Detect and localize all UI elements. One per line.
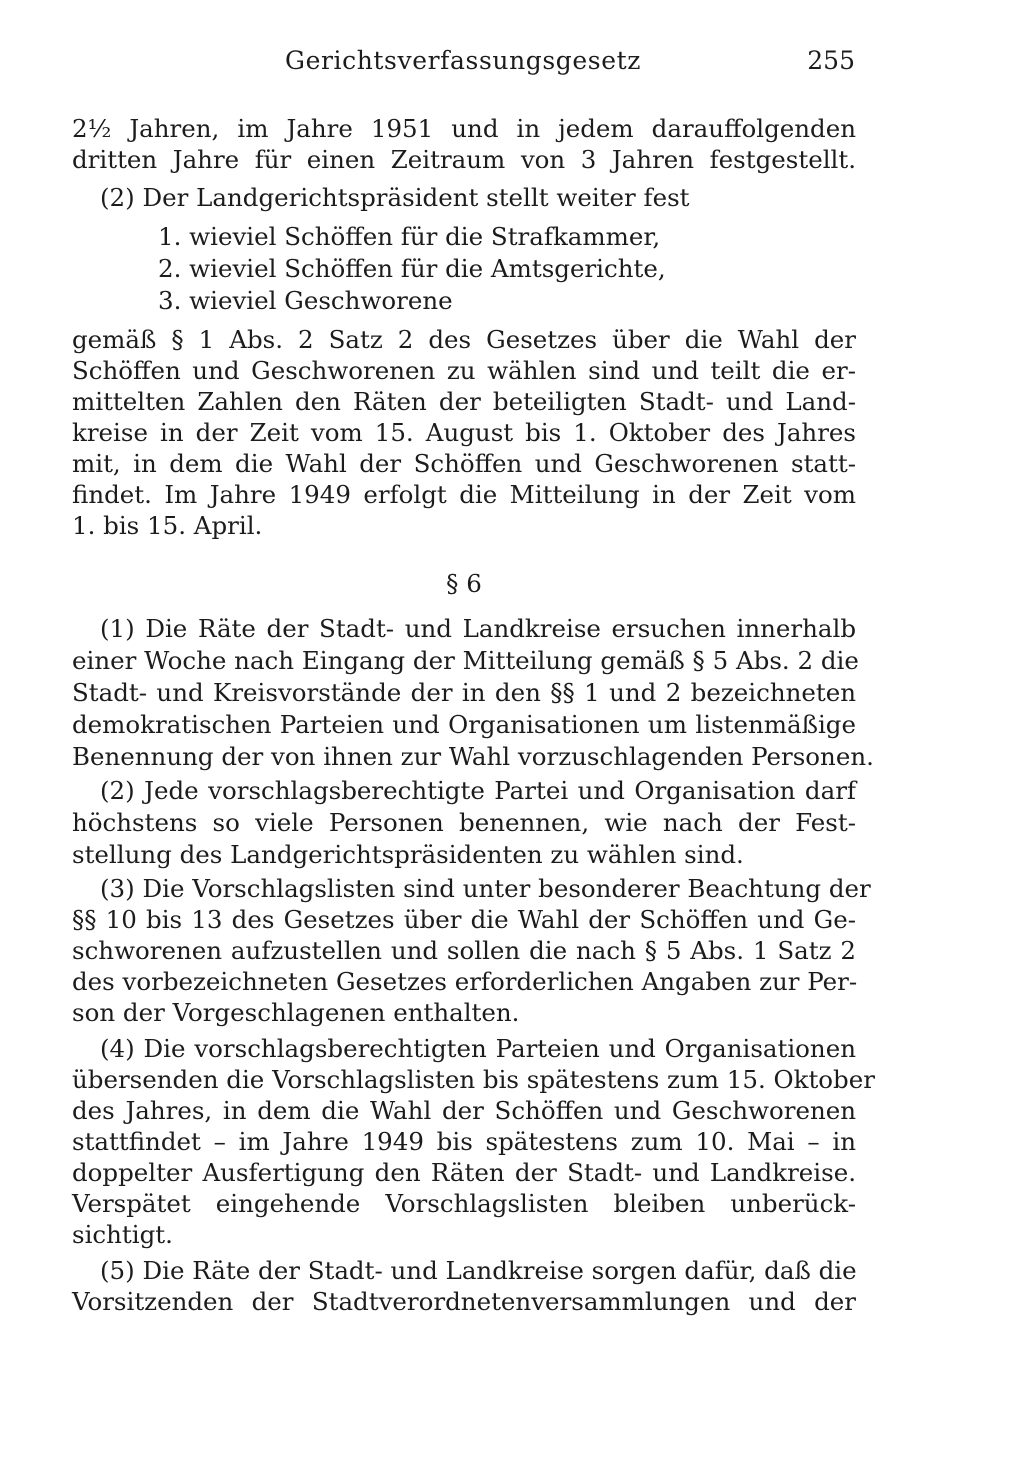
text-line: son der Vorgeschlagenen enthalten. [72,998,520,1027]
text-line: Verspätet eingehende Vorschlagslisten bleiben unberück- [72,1189,856,1218]
text-line: sichtigt. [72,1220,173,1249]
text-line: stellung des Landgerichtspräsidenten zu wählen sind. [72,840,744,869]
text-line: einer Woche nach Eingang der Mitteilung gemäß § 5 Abs. 2 die [72,646,859,675]
section-heading: § 6 [446,569,482,598]
text-line: Benennung der von ihnen zur Wahl vorzuschlagenden Personen. [72,742,874,771]
text-line: gemäß § 1 Abs. 2 Satz 2 des Gesetzes über die Wahl der [72,325,856,354]
page-number: 255 [807,46,855,75]
text-line: Schöffen und Geschworenen zu wählen sind und teilt die er- [72,356,856,385]
text-line: demokratischen Parteien und Organisationen um listenmäßige [72,710,856,739]
text-line: dritten Jahre für einen Zeitraum von 3 Jahren festgestellt. [72,145,856,174]
list-item: 3. wieviel Geschworene [158,286,453,315]
text-line: findet. Im Jahre 1949 erfolgt die Mitteilung in der Zeit vom [72,480,856,509]
text-line: des Jahres, in dem die Wahl der Schöffen und Geschworenen [72,1096,856,1125]
text-line: mittelten Zahlen den Räten der beteiligten Stadt- und Land- [72,387,856,416]
paragraph-start: (3) Die Vorschlagslisten sind unter besonderer Beachtung der [100,874,871,903]
text-line: mit, in dem die Wahl der Schöffen und Geschworenen statt- [72,449,856,478]
running-header [285,46,855,86]
text-line: schworenen aufzustellen und sollen die nach § 5 Abs. 1 Satz 2 [72,936,856,965]
paragraph-2-start: (2) Der Landgerichtspräsident stellt weiter fest [100,183,690,212]
text-line: höchstens so viele Personen benennen, wie nach der Fest- [72,808,856,837]
text-line: doppelter Ausfertigung den Räten der Stadt- und Landkreise. [72,1158,856,1187]
paragraph-start: (4) Die vorschlagsberechtigten Parteien und Organisationen [100,1034,856,1063]
list-item: 2. wieviel Schöffen für die Amtsgerichte, [158,254,666,283]
text-line: stattfindet – im Jahre 1949 bis spätestens zum 10. Mai – in [72,1127,856,1156]
text-line: §§ 10 bis 13 des Gesetzes über die Wahl der Schöffen und Ge- [72,905,856,934]
text-line: des vorbezeichneten Gesetzes erforderlichen Angaben zur Per- [72,967,858,996]
paragraph-start: (2) Jede vorschlagsberechtigte Partei und Organisation darf [100,776,856,805]
paragraph-start: (5) Die Räte der Stadt- und Landkreise sorgen dafür, daß die [100,1256,857,1285]
text-line: kreise in der Zeit vom 15. August bis 1. Oktober des Jahres [72,418,856,447]
text-line: Stadt- und Kreisvorstände der in den §§ 1 und 2 bezeichneten [72,678,856,707]
text-line: 2½ Jahren, im Jahre 1951 und in jedem darauffolgenden [72,114,856,143]
text-line: übersenden die Vorschlagslisten bis spätestens zum 15. Oktober [72,1065,875,1094]
list-item: 1. wieviel Schöffen für die Strafkammer, [158,222,661,251]
text-line: 1. bis 15. April. [72,511,263,540]
text-line: Vorsitzenden der Stadtverordnetenversammlungen und der [72,1287,856,1316]
paragraph-start: (1) Die Räte der Stadt- und Landkreise ersuchen innerhalb [100,614,856,643]
page-title: Gerichtsverfassungsgesetz [285,46,642,75]
